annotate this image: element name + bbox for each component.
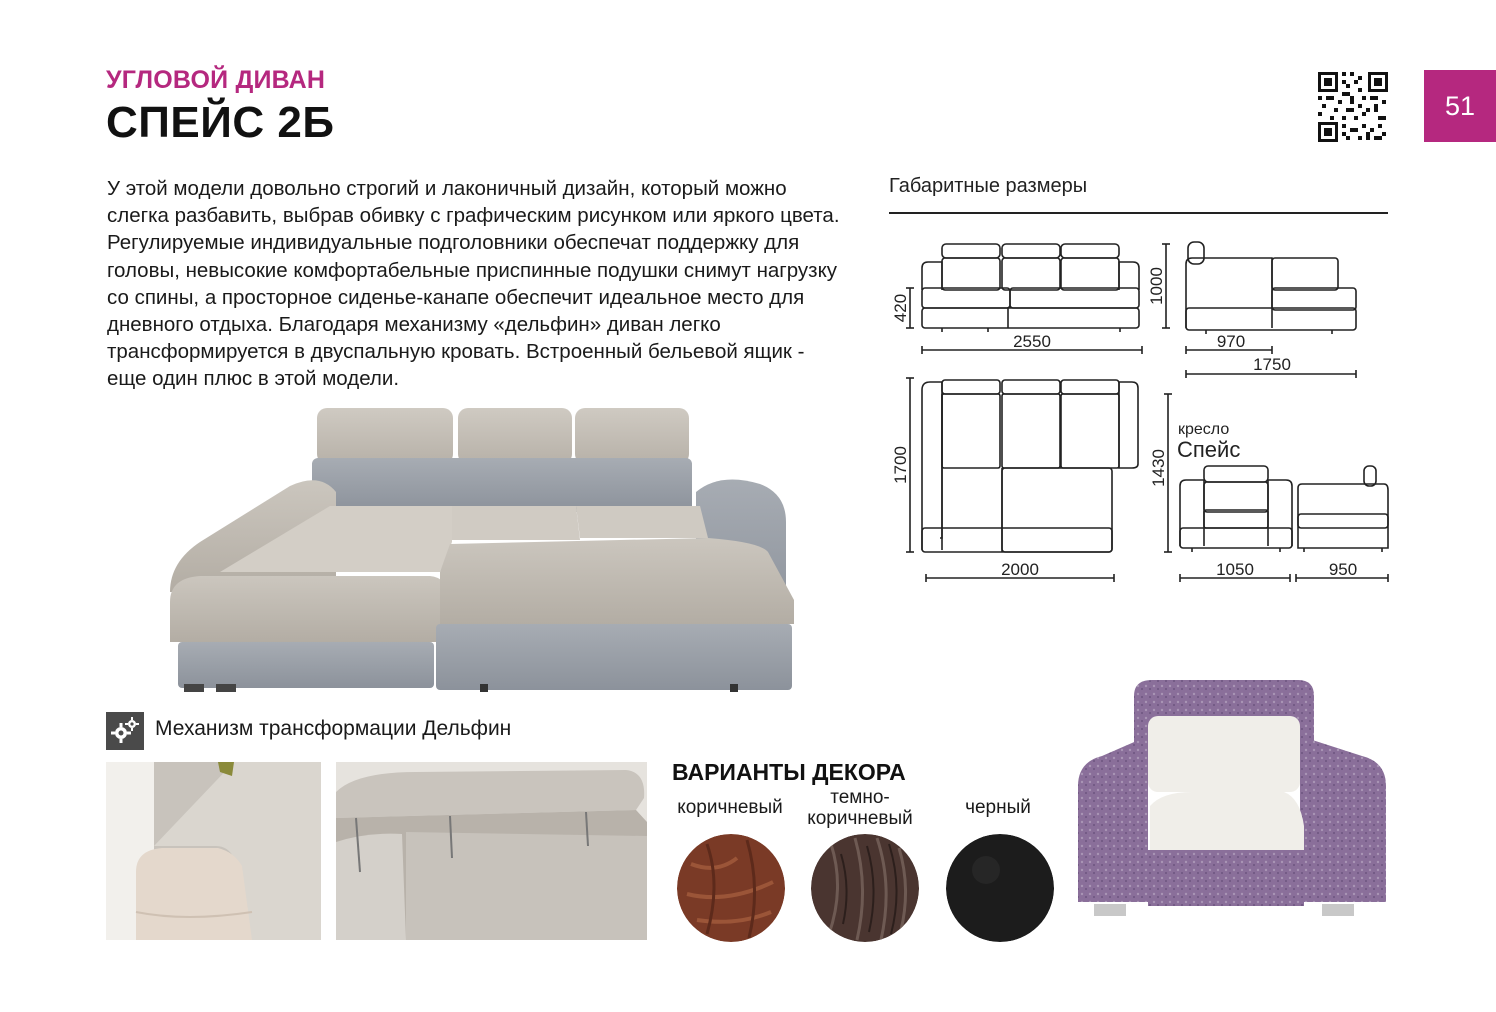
side-depth-label: 1750 — [1253, 355, 1291, 374]
armchair-photo — [1072, 676, 1392, 932]
sofa-bed-photo — [160, 402, 832, 702]
dimensions-diagram — [880, 228, 1390, 588]
qr-code-icon[interactable] — [1316, 70, 1390, 144]
armchair-front-drawing — [1180, 466, 1292, 552]
front-view-drawing — [922, 244, 1139, 332]
product-category: УГЛОВОЙ ДИВАН — [106, 66, 326, 94]
chair-width-label: 1050 — [1216, 560, 1254, 579]
chair-label-line1: кресло — [1178, 421, 1230, 438]
product-description: У этой модели довольно строгий и лаконичный дизайн, который можно слегка разбавить, выбрав обивку с графическим рисунком или яркого цвета. Регулируемые индивидуальные подголовники обеспечат поддержку для головы, невысокие комфортабельные приспинные подушки снимут нагрузку со спины, а просторное сиденье-канапе обеспечит идеальное место для дневного отдыха. Благодаря механизму «дельфин» диван легко трансформируется в двуспальную кровать. Встроенный бельевой ящик - еще один плюс в этой модели. — [107, 177, 840, 391]
side-view-drawing — [1186, 242, 1356, 334]
decor-dark-brown-swatch[interactable] — [811, 834, 919, 942]
top-view-drawing — [922, 380, 1138, 552]
decor-brown-swatch[interactable] — [677, 834, 785, 942]
headrest-detail-photo — [336, 762, 647, 940]
front-height-label: 420 — [891, 293, 910, 323]
chair-label-line2: Спейс — [1177, 437, 1241, 462]
dimensions-title: Габаритные размеры — [889, 175, 1088, 197]
decor-black-label: черный — [965, 797, 1031, 818]
armrest-detail-photo — [106, 762, 321, 940]
dimensions-divider — [889, 212, 1388, 214]
decor-black-swatch[interactable] — [946, 834, 1054, 942]
page-number: 51 — [1424, 70, 1496, 142]
side-seat-depth-label: 970 — [1216, 332, 1246, 351]
gears-icon — [106, 712, 144, 750]
chair-height-label: 1430 — [1149, 449, 1168, 487]
mechanism-label: Механизм трансформации Дельфин — [155, 717, 512, 740]
chair-depth-label: 950 — [1328, 560, 1358, 579]
decor-brown-label: коричневый — [677, 797, 783, 818]
top-depth-label: 1700 — [891, 446, 910, 484]
top-width-label: 2000 — [1001, 560, 1039, 579]
decor-dark-brown-label: темно- коричневый — [807, 787, 913, 829]
front-width-label: 2550 — [1013, 332, 1051, 351]
decor-title: ВАРИАНТЫ ДЕКОРА — [672, 759, 906, 785]
product-title: СПЕЙС 2Б — [106, 98, 335, 147]
side-height-label: 1000 — [1147, 267, 1166, 305]
armchair-side-drawing — [1298, 466, 1388, 552]
